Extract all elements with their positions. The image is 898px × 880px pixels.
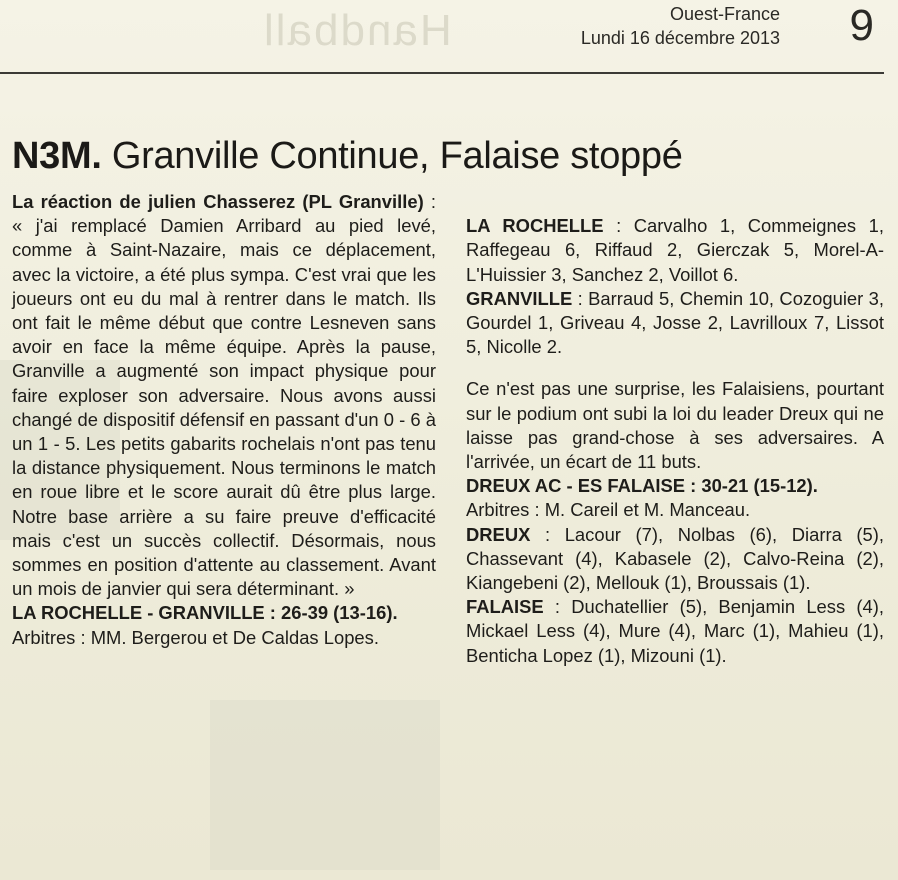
headline-prefix: N3M. [12,135,102,177]
falaise-intro: Ce n'est pas une surprise, les Falaisiens, pourtant sur le podium ont subi la loi du leader Dreux qui ne laisse pas grand-chose à ses adversaires. A l'arrivée, un écart de 11 buts. [466,378,884,473]
article-column-right [466,190,884,668]
granville-label: GRANVILLE [466,287,573,309]
falaise-label: FALAISE [466,596,544,618]
paragraph-gap [466,359,884,377]
reaction-paragraph [12,190,436,601]
match2-score: DREUX AC - ES FALAISE : 30-21 (15-12). [466,475,818,497]
reaction-quote: : « j'ai remplacé Damien Arribard au pied levé, comme à Saint-Nazaire, mais ce déplacement, avec la victoire, a été plus sympa. C'est vrai que les joueurs ont eu du mal à rentrer dans le match. Ils ont fait le même début que contre Lesneven sans avoir en face la même équipe. Après la pause, Granville a augmenté son impact physique pour faire exploser son adversaire. Nous avons aussi changé de dispositif défensif en passant d'un 0 - 6 à un 1 - 5. Les petits gabarits rochelais n'ont pas tenu la distance physiquement. Nous terminons le match en roue libre et le score aurait dû être plus large. Notre base arrière a su faire preuve d'efficacité mais c'est un succès collectif. Désormais, nous sommes en position d'attente au classement. Avant un mois de janvier qui sera déterminant. » [12,191,436,600]
article-headline [12,132,683,180]
article-column-left [12,190,436,650]
rochelle-players: : Carvalho 1, Commeignes 1, Raffegeau 6, Riffaud 2, Gierczak 5, Morel-A-L'Huissier 3, Sanchez 2, Voillot 6. [466,215,884,285]
newspaper-name: Ouest-France [669,4,780,24]
dreux-label: DREUX [466,523,531,545]
dreux-lineup [466,523,884,596]
dreux-players: : Lacour (7), Nolbas (6), Diarra (5), Chassevant (4), Kabasele (2), Calvo-Reina (2), Kiangebeni (2), Mellouk (1), Broussais (1). [466,523,884,594]
match1-score: LA ROCHELLE - GRANVILLE : 26-39 (13-16). [12,602,398,624]
granville-players: : Barraud 5, Chemin 10, Cozoguier 3, Gourdel 1, Griveau 4, Josse 2, Lavrilloux 7, Lissot 5, Nicolle 2. [466,287,884,358]
match1-referees: Arbitres : MM. Bergerou et De Caldas Lopes. [12,626,379,648]
header-meta [581,2,780,50]
show-through-shadow [210,700,440,870]
granville-lineup [466,287,884,360]
reaction-lead: La réaction de julien Chasserez (PL Granville) [12,191,424,212]
rochelle-lineup [466,214,884,287]
falaise-players: : Duchatellier (5), Benjamin Less (4), Mickael Less (4), Mure (4), Marc (1), Mahieu (1), Benticha Lopez (1), Mizouni (1). [466,596,884,666]
rochelle-label: LA ROCHELLE [466,215,604,237]
match2-referees: Arbitres : M. Careil et M. Manceau. [466,499,751,521]
issue-date: Lundi 16 décembre 2013 [580,28,780,48]
headline-text: Granville Continue, Falaise stoppé [101,135,683,177]
show-through-heading: Handball [262,6,452,55]
header-rule [0,72,884,74]
falaise-lineup [466,595,884,668]
page-number: 9 [849,1,874,50]
